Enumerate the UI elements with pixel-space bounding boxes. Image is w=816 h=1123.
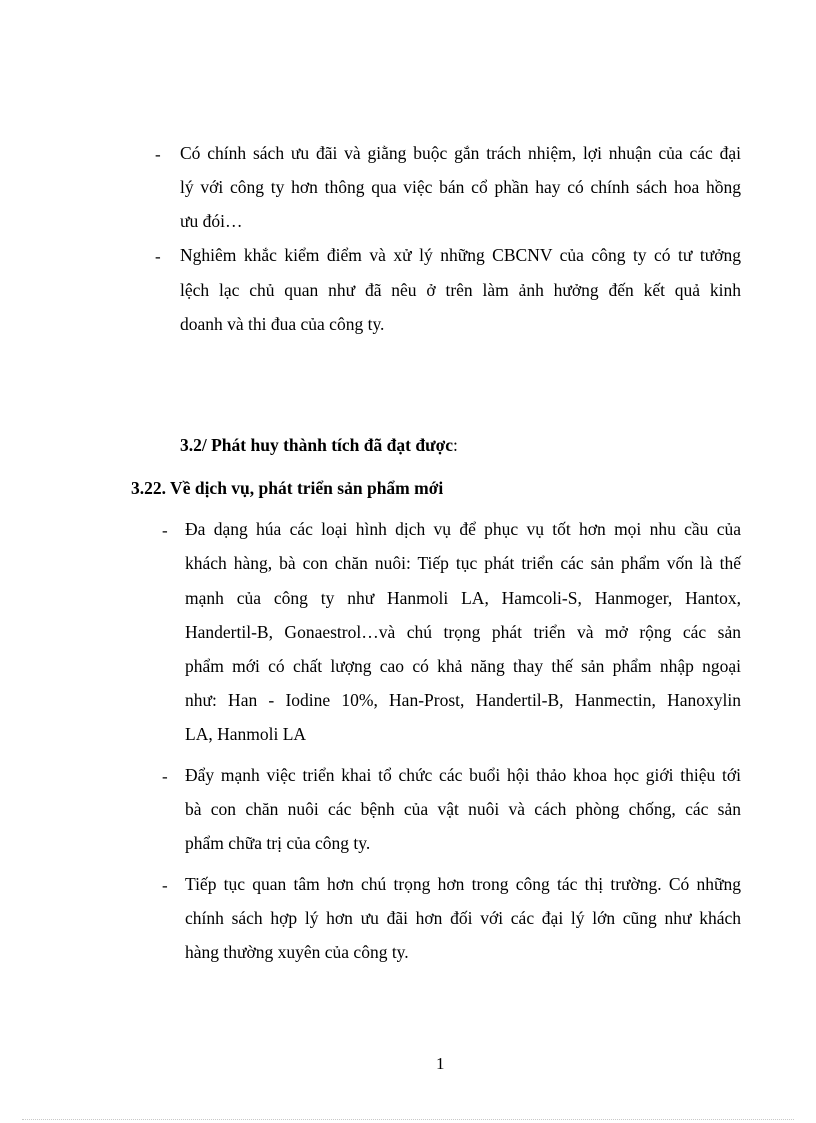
paragraph-line: Nghiêm khắc kiểm điểm và xử lý những CBCNV của công ty có tư tưởng xyxy=(180,245,741,265)
paragraph-line: chính sách hợp lý hơn ưu đãi hơn đối với các đại lý lớn cũng như khách xyxy=(185,908,741,928)
bullet-dash: - xyxy=(162,767,168,786)
paragraph-line: ưu đói… xyxy=(180,211,243,231)
paragraph-line: lệch lạc chủ quan như đã nêu ở trên làm ảnh hưởng đến kết quả kinh xyxy=(180,280,741,300)
page-number: 1 xyxy=(436,1054,445,1073)
paragraph-line: bà con chăn nuôi các bệnh của vật nuôi và cách phòng chống, các sản xyxy=(185,799,741,819)
paragraph-line: Handertil-B, Gonaestrol…và chú trọng phát triển và mở rộng các sản xyxy=(185,622,741,642)
bullet-dash: - xyxy=(155,145,161,164)
bullet-dash: - xyxy=(162,876,168,895)
paragraph-line: doanh và thi đua của công ty. xyxy=(180,314,385,334)
page-bottom-rule xyxy=(22,1119,794,1120)
paragraph-line: lý với công ty hơn thông qua việc bán cổ phần hay có chính sách hoa hồng xyxy=(180,177,741,197)
paragraph-line: phẩm chữa trị của công ty. xyxy=(185,833,371,853)
subsection-heading: 3.22. Về dịch vụ, phát triển sản phẩm mới xyxy=(131,478,444,498)
paragraph-line: Có chính sách ưu đãi và giằng buộc gắn trách nhiệm, lợi nhuận của các đại xyxy=(180,143,741,163)
paragraph-line: khách hàng, bà con chăn nuôi: Tiếp tục phát triển các sản phẩm vốn là thế xyxy=(185,553,741,573)
section-heading xyxy=(180,435,458,456)
paragraph-line: phẩm mới có chất lượng cao có khả năng thay thế sản phẩm nhập ngoại xyxy=(185,656,741,676)
bullet-dash: - xyxy=(155,247,161,266)
bullet-dash: - xyxy=(162,521,168,540)
paragraph-line: hàng thường xuyên của công ty. xyxy=(185,942,409,962)
paragraph-line: như: Han - Iodine 10%, Han-Prost, Handertil-B, Hanmectin, Hanoxylin xyxy=(185,690,741,710)
section-heading-text: 3.2/ Phát huy thành tích đã đạt được xyxy=(180,435,454,455)
paragraph-line: Tiếp tục quan tâm hơn chú trọng hơn trong công tác thị trường. Có những xyxy=(185,874,741,894)
paragraph-line: Đẩy mạnh việc triển khai tổ chức các buổi hội thảo khoa học giới thiệu tới xyxy=(185,765,741,785)
paragraph-line: mạnh của công ty như Hanmoli LA, Hamcoli-S, Hanmoger, Hantox, xyxy=(185,588,741,608)
paragraph-line: LA, Hanmoli LA xyxy=(185,724,307,744)
section-heading-suffix: : xyxy=(453,435,458,455)
paragraph-line: Đa dạng húa các loại hình dịch vụ để phục vụ tốt hơn mọi nhu cầu của xyxy=(185,519,741,539)
